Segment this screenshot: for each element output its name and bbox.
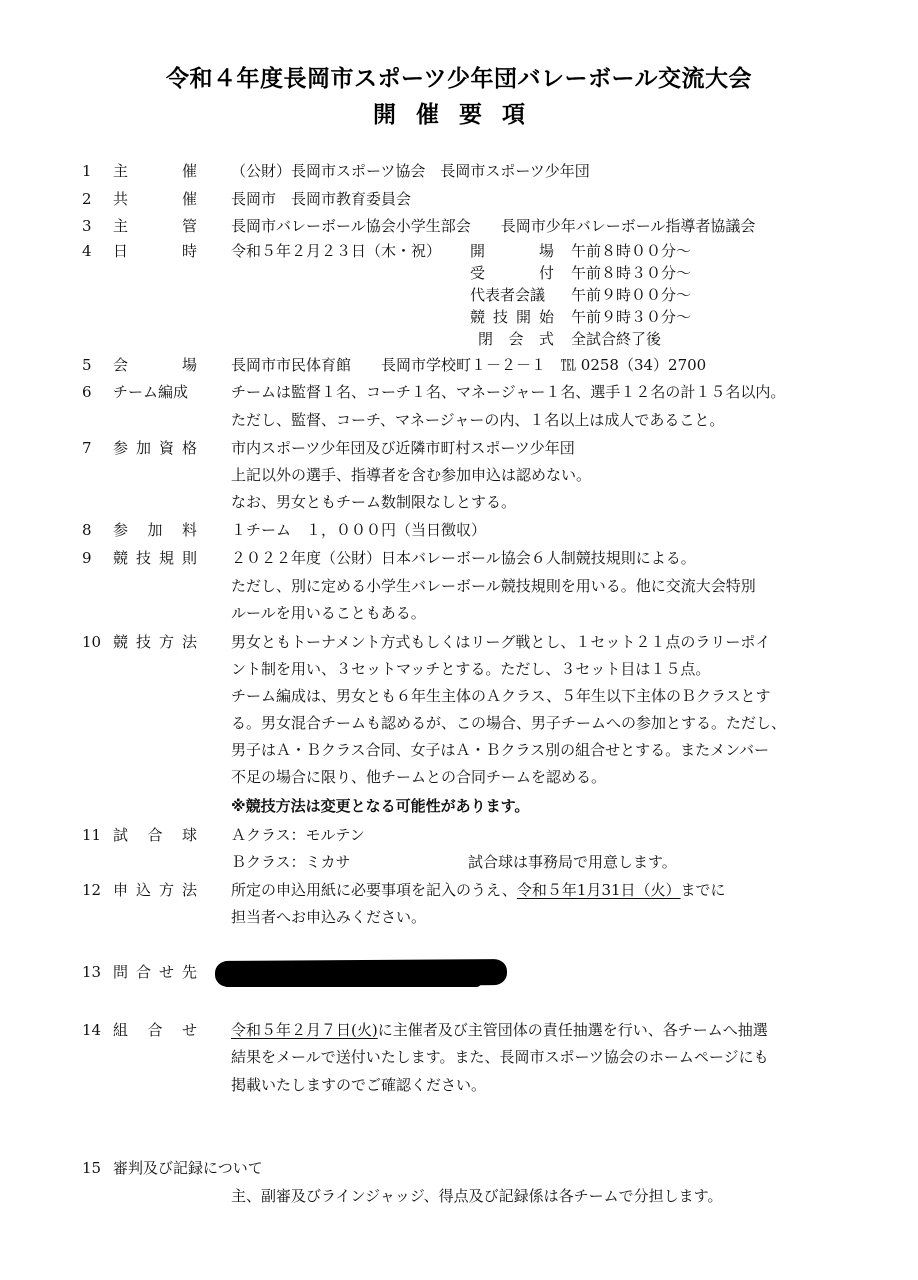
- item-text: なお、男女ともチーム数制限なしとする。: [231, 493, 517, 511]
- item-number: 13: [82, 963, 102, 981]
- item-text: チームは監督１名、コーチ１名、マネージャー１名、選手１２名の計１５名以内。: [231, 383, 786, 401]
- item-text: 主、副審及びラインジャッジ、得点及び記録係は各チームで分担します。: [231, 1187, 723, 1205]
- item-text: 男女ともトーナメント方式もしくはリーグ戦とし、１セット２１点のラリーポイ: [231, 633, 771, 651]
- item-text: ただし、別に定める小学生バレーボール競技規則を用いる。他に交流大会特別: [231, 577, 756, 595]
- change-notice: ※競技方法は変更となる可能性があります。: [231, 797, 530, 815]
- schedule-key: 代表者会議: [470, 286, 546, 304]
- item-text: 市内スポーツ少年団及び近隣市町村スポーツ少年団: [231, 439, 575, 457]
- item-heading: 審判及び記録について: [113, 1159, 263, 1177]
- schedule-value: 午前９時００分～: [571, 286, 692, 304]
- document-subtitle: 開催要項: [373, 102, 545, 128]
- schedule-value: 全試合終了後: [571, 330, 662, 348]
- lottery-date: 令和５年２月７日(火): [231, 1021, 378, 1039]
- item-number: 2: [82, 190, 92, 208]
- item-number: 10: [82, 633, 102, 651]
- item-text: 試合球は事務局で用意します。: [468, 853, 677, 871]
- item-label: 主 催: [113, 162, 197, 180]
- item-label: チーム編成: [113, 383, 189, 401]
- item-number: 6: [82, 383, 92, 401]
- item-text: ルールを用いることもある。: [231, 604, 426, 622]
- item-number: 12: [82, 881, 102, 899]
- deadline-date: 令和５年1月31日（火）: [516, 881, 681, 899]
- item-label: 問 合 せ 先: [113, 963, 197, 981]
- item-label: 試 合 球: [113, 826, 197, 844]
- item-text: 長岡市バレーボール協会小学生部会 長岡市少年バレーボール指導者協議会: [231, 217, 756, 235]
- document-title: 令和４年度長岡市スポーツ少年団バレーボール交流大会: [165, 66, 753, 92]
- item-number: 14: [82, 1021, 102, 1039]
- item-number: 8: [82, 521, 92, 539]
- item-text: Ａクラス：モルテン: [231, 826, 365, 844]
- item-label: 申 込 方 法: [113, 881, 197, 899]
- item-text: １チーム １，０００円（当日徴収）: [231, 521, 487, 539]
- item-text: Ｂクラス：ミカサ: [231, 853, 351, 871]
- item-text: 上記以外の選手、指導者を含む参加申込は認めない。: [231, 466, 592, 484]
- item-text: 掲載いたしますのでご確認ください。: [231, 1076, 487, 1094]
- item-text: 担当者へお申込みください。: [231, 908, 427, 926]
- item-text: ント制を用い、３セットマッチとする。ただし、３セット目は１５点。: [231, 660, 711, 678]
- item-number: 7: [82, 439, 92, 457]
- item-number: 3: [82, 217, 92, 235]
- item-number: 15: [82, 1159, 102, 1177]
- item-number: 1: [82, 162, 92, 180]
- item-number: 5: [82, 356, 92, 374]
- schedule-value: 午前９時３０分～: [571, 308, 692, 326]
- item-label: 競 技 規 則: [113, 549, 197, 567]
- schedule-key: 競 技 開 始: [470, 308, 554, 326]
- item-label: 主 管: [113, 217, 197, 235]
- item-label: 共 催: [113, 190, 197, 208]
- item-label: 日 時: [113, 242, 197, 260]
- item-text: 令和５年２月７日(火)に主催者及び主管団体の責任抽選を行い、各チームへ抽選: [231, 1021, 768, 1039]
- item-text: 所定の申込用紙に必要事項を記入のうえ、令和５年1月31日（火）までに: [231, 881, 726, 899]
- item-text: 長岡市市民体育館 長岡市学校町１－２－１ ℡ 0258（34）2700: [231, 356, 707, 374]
- item-text: 男子はＡ・Ｂクラス合同、女子はＡ・Ｂクラス別の組合せとする。またメンバー: [231, 741, 770, 759]
- schedule-value: 午前８時００分～: [571, 242, 692, 260]
- item-text: （公財）長岡市スポーツ協会 長岡市スポーツ少年団: [231, 162, 590, 180]
- item-text: ただし、監督、コーチ、マネージャーの内、１名以上は成人であること。: [231, 411, 725, 429]
- item-number: 11: [82, 826, 102, 844]
- item-text: 結果をメールで送付いたします。また、長岡市スポーツ協会のホームページにも: [231, 1048, 769, 1066]
- item-text: 不足の場合に限り、他チームとの合同チームを認める。: [231, 768, 607, 786]
- item-number: 4: [82, 242, 92, 260]
- item-number: 9: [82, 549, 92, 567]
- item-label: 参 加 資 格: [113, 439, 197, 457]
- schedule-key: 受 付: [470, 264, 554, 282]
- schedule-key: 開 場: [470, 242, 554, 260]
- item-label: 競 技 方 法: [113, 633, 197, 651]
- item-label: 組 合 せ: [113, 1021, 197, 1039]
- event-date: 令和５年２月２３日（木・祝）: [231, 242, 442, 260]
- item-text: チーム編成は、男女とも６年生主体のＡクラス、５年生以下主体のＢクラスとす: [231, 687, 771, 705]
- schedule-key: 閉 会 式: [478, 330, 554, 348]
- redaction-mark: [222, 975, 482, 987]
- item-label: 参 加 料: [113, 521, 197, 539]
- item-text: る。男女混合チームも認めるが、この場合、男子チームへの参加とする。ただし、: [231, 714, 787, 732]
- item-text: 長岡市 長岡市教育委員会: [231, 190, 412, 208]
- item-text: ２０２２年度（公財）日本バレーボール協会６人制競技規則による。: [231, 549, 696, 567]
- schedule-value: 午前８時３０分～: [571, 264, 692, 282]
- item-label: 会 場: [113, 356, 197, 374]
